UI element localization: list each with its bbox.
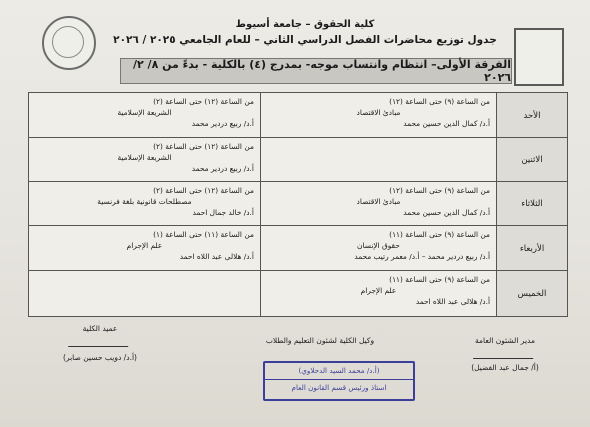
lecture-time: من الساعة (١٢) حتى الساعة (٢): [153, 142, 254, 151]
lecture-time: من الساعة (١١) حتى الساعة (١): [153, 230, 254, 239]
lecture-slot: [260, 138, 496, 182]
day-cell: الأربعاء: [497, 226, 568, 271]
lecture-time: من الساعة (١٢) حتى الساعة (٢): [153, 97, 254, 106]
document-header: [110, 18, 500, 48]
lecture-slot: [260, 226, 496, 271]
lecture-slot: [260, 271, 496, 317]
lecture-professor: أ.د/ كمال الدين حسين محمد: [403, 208, 490, 217]
lecture-time: من الساعة (٩) حتى الساعة (١١): [389, 230, 490, 239]
signature-scribble: [68, 336, 132, 347]
lecture-subject: مبادئ الاقتصاد: [356, 108, 401, 117]
lecture-professor: أ.د/ ربيع دردير محمد: [191, 119, 254, 128]
dean-signature: [50, 324, 150, 363]
director-name: (أ/ جمال عبد الفضيل): [471, 363, 539, 372]
lecture-slot: [29, 182, 261, 226]
lecture-slot: [260, 182, 496, 226]
stamp-name: (أ.د/ محمد السيد الدحلاوي): [265, 363, 413, 380]
lecture-subject: الشريعة الإسلامية: [117, 153, 172, 162]
university-name: كلية الحقوق – جامعة أسيوط: [235, 19, 375, 30]
lecture-subject: مبادئ الاقتصاد: [356, 197, 401, 206]
lecture-subject: علم الإجرام: [360, 286, 397, 295]
lecture-time: من الساعة (١٢) حتى الساعة (٢): [153, 186, 254, 195]
lecture-subject: الشريعة الإسلامية: [117, 108, 172, 117]
lecture-professor: أ.د/ هلالى عبد اللاه احمد: [415, 297, 490, 306]
lecture-subject: مصطلحات قانونية بلغة فرنسية: [97, 197, 192, 206]
subtitle-text: الفرقة الأولى– انتظام وانتساب موجه- بمدرج (٤) بالكلية - بدءً من ٨/ ٢/ ٢٠٢٦: [132, 58, 511, 84]
lecture-professor: أ.د/ خالد جمال احمد: [192, 208, 254, 217]
lecture-time: من الساعة (٩) حتى الساعة (١٢): [389, 186, 490, 195]
day-cell: الثلاثاء: [497, 182, 568, 226]
director-signature: [450, 336, 560, 373]
lecture-professor: أ.د/ كمال الدين حسين محمد: [403, 119, 490, 128]
day-cell: الاثنين: [497, 138, 568, 182]
schedule-title: جدول توزيع محاضرات الفصل الدراسي الثاني – للعام الجامعي ٢٠٢٥ / ٢٠٢٦: [113, 34, 497, 46]
table-row: [29, 271, 568, 317]
table-row: [29, 138, 568, 182]
table-row: [29, 182, 568, 226]
signature-scribble: [473, 348, 537, 359]
lecture-time: من الساعة (٩) حتى الساعة (١١): [389, 275, 490, 284]
lecture-subject: حقوق الإنسان: [357, 241, 400, 250]
lecture-professor: أ.د/ ربيع دردير محمد – أ.د/ معمر رتيب محمد: [354, 252, 490, 261]
dean-role: عميد الكلية: [82, 324, 118, 333]
director-role: مدير الشئون العامة: [475, 336, 535, 345]
lecture-subject: علم الإجرام: [126, 241, 163, 250]
table-row: [29, 226, 568, 271]
lecture-professor: أ.د/ ربيع دردير محمد: [191, 164, 254, 173]
lecture-professor: أ.د/ هلالى عبد اللاه احمد: [179, 252, 254, 261]
day-cell: الأحد: [497, 93, 568, 138]
dean-name: (أ.د/ دويب حسين صابر): [63, 353, 137, 362]
vice-dean-signature: [230, 336, 410, 346]
lecture-slot: [29, 93, 261, 138]
lecture-slot: [29, 226, 261, 271]
table-row: [29, 93, 568, 138]
official-stamp: [263, 361, 415, 401]
stamp-title: استاذ ورئيس قسم القانون العام: [291, 383, 387, 392]
lecture-slot: [260, 93, 496, 138]
lecture-slot: [29, 271, 261, 317]
faculty-logo: [42, 16, 96, 70]
subtitle-bar: [120, 58, 512, 84]
vice-dean-role: وكيل الكلية لشئون التعليم والطلاب: [265, 336, 375, 345]
day-cell: الخميس: [497, 271, 568, 317]
university-logo: [514, 28, 564, 86]
lecture-time: من الساعة (٩) حتى الساعة (١٢): [389, 97, 490, 106]
schedule-table: [28, 92, 568, 317]
lecture-slot: [29, 138, 261, 182]
